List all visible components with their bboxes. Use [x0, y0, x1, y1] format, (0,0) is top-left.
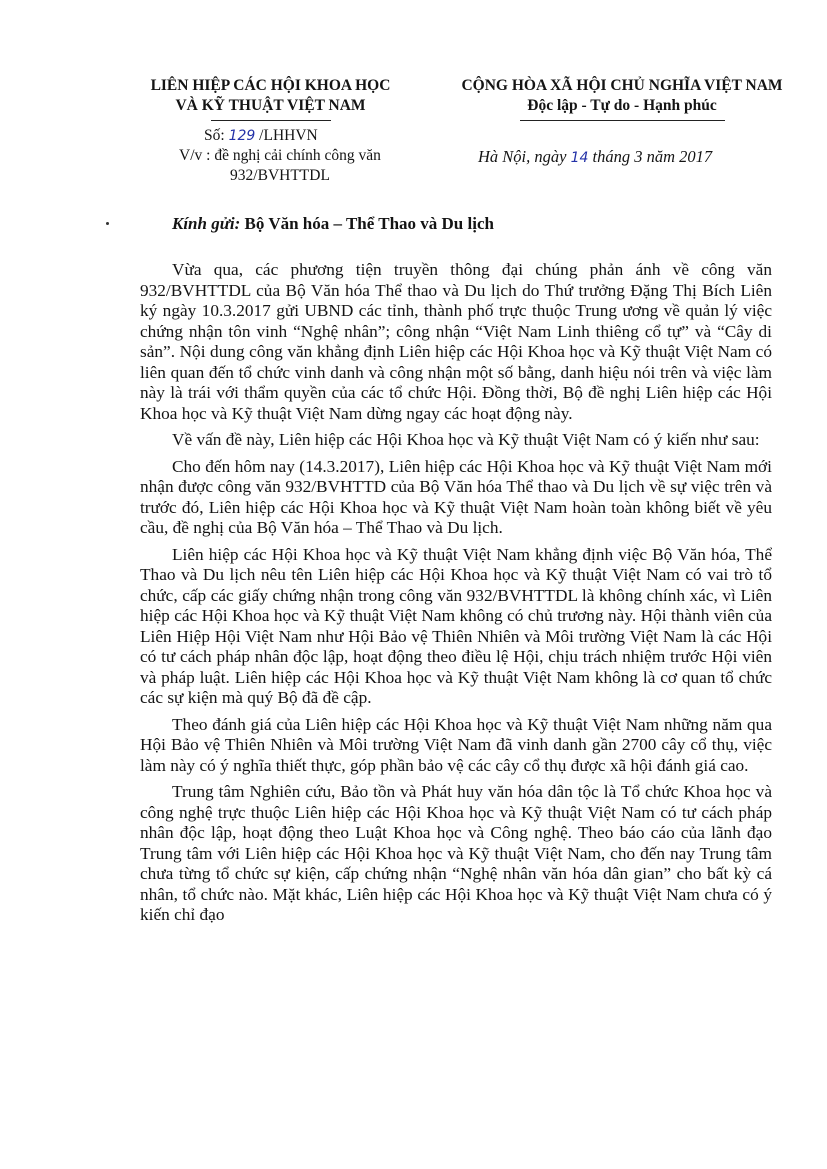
document-number — [204, 126, 318, 146]
paragraph: Trung tâm Nghiên cứu, Bảo tồn và Phát huy văn hóa dân tộc là Tổ chức Khoa học và công nghệ trực thuộc Liên hiệp các Hội Khoa học và Kỹ thuật Việt Nam có tư cách pháp nhân độc lập, hoạt động theo Luật Khoa học và Công nghệ. Theo báo cáo của lãnh đạo Trung tâm với Liên hiệp các Hội Khoa học và Kỹ thuật Việt Nam, cho đến nay Trung tâm chưa từng tổ chức sự kiện, cấp chứng nhận “Nghệ nhân văn hóa dân gian” cho bất kỳ cá nhân, tổ chức nào. Mặt khác, Liên hiệp các Hội Khoa học và Kỹ thuật Việt Nam chưa có ý kiến chỉ đạo — [140, 782, 772, 924]
subject-line1: V/v : đề nghị cải chính công văn — [179, 147, 381, 164]
motto-underline — [520, 120, 725, 121]
paragraph: Liên hiệp các Hội Khoa học và Kỹ thuật Việt Nam khẳng định việc Bộ Văn hóa, Thể Thao và Du lịch nêu tên Liên hiệp các Hội Khoa học và Kỹ thuật Việt Nam có vai trò tổ chức, cấp các giấy chứng nhận trong công văn 932/BVHTTDL là không chính xác, vì Liên hiệp các Hội Khoa học và Kỹ thuật Việt Nam không có chủ trương này. Hội thành viên của Liên Hiệp Hội Việt Nam như Hội Bảo vệ Thiên Nhiên và Môi trường Việt Nam là các Hội có tư cách pháp nhân độc lập, hoạt động theo điều lệ Hội, chịu trách nhiệm trước Hội viên và pháp luật. Liên hiệp các Hội Khoa học và Kỹ thuật Việt Nam không là cơ quan tổ chức các sự kiện mà quý Bộ đã đề cập. — [140, 544, 772, 707]
nation-title: CỘNG HÒA XÃ HỘI CHỦ NGHĨA VIỆT NAM — [461, 77, 783, 94]
date-day-handwritten: 14 — [570, 150, 589, 166]
number-suffix: /LHHVN — [259, 127, 318, 144]
recipient-line — [172, 214, 494, 234]
subject-line2: 932/BVHTTDL — [230, 167, 330, 184]
paragraph: Cho đến hôm nay (14.3.2017), Liên hiệp các Hội Khoa học và Kỹ thuật Việt Nam mới nhận được công văn 932/BVHTTD của Bộ Văn hóa Thể thao và Du lịch về sự việc trên và trước đó, Liên hiệp các Hội Khoa học và Kỹ thuật Việt Nam hoàn toàn không biết về yêu cầu, đề nghị của Bộ Văn hóa – Thể Thao và Du lịch. — [140, 456, 772, 537]
org-name-line2: VÀ KỸ THUẬT VIỆT NAM — [175, 97, 366, 114]
number-prefix: Số: — [204, 127, 225, 144]
recipient-label: Kính gửi: — [172, 214, 241, 233]
paragraph: Vừa qua, các phương tiện truyền thông đại chúng phản ánh về công văn 932/BVHTTDL của Bộ Văn hóa Thể thao và Du lịch do Thứ trưởng Đặng Thị Bích Liên ký ngày 10.3.2017 gửi UBND các tỉnh, thành phố trực thuộc Trung ương về quản lý việc chứng nhận tôn vinh “Nghệ nhân”; công nhận “Việt Nam Linh thiêng cổ tự” và “Cây di sản”. Nội dung công văn khẳng định Liên hiệp các Hội Khoa học và Kỹ thuật Việt Nam có liên quan đến tổ chức vinh danh và công nhận một số bằng, danh hiệu nói trên và việc làm này là trái với thẩm quyền của các tổ chức Hội. Đồng thời, Bộ đề nghị Liên hiệp các Hội Khoa học và Kỹ thuật Việt Nam dừng ngay các hoạt động này. — [140, 260, 772, 423]
org-underline — [211, 120, 331, 121]
organization-header — [118, 76, 423, 121]
paragraph: Về vấn đề này, Liên hiệp các Hội Khoa học và Kỹ thuật Việt Nam có ý kiến như sau: — [172, 430, 760, 449]
paragraph: Theo đánh giá của Liên hiệp các Hội Khoa học và Kỹ thuật Việt Nam những năm qua Hội Bảo vệ Thiên Nhiên và Môi trường Việt Nam đã vinh danh gần 2700 cây cổ thụ, việc làm này có ý nghĩa thiết thực, góp phần bảo vệ các cây cổ thụ được xã hội đánh giá cao. — [140, 714, 772, 775]
date-line — [478, 147, 712, 168]
date-prefix: Hà Nội, ngày — [478, 147, 567, 166]
stray-mark — [106, 222, 109, 225]
letter-body — [140, 260, 772, 932]
subject-block — [160, 146, 400, 186]
national-header — [432, 76, 812, 121]
nation-motto: Độc lập - Tự do - Hạnh phúc — [527, 97, 717, 114]
number-handwritten: 129 — [228, 128, 256, 144]
date-suffix: tháng 3 năm 2017 — [592, 147, 713, 166]
org-name-line1: LIÊN HIỆP CÁC HỘI KHOA HỌC — [150, 77, 391, 94]
recipient-name: Bộ Văn hóa – Thể Thao và Du lịch — [244, 214, 494, 233]
